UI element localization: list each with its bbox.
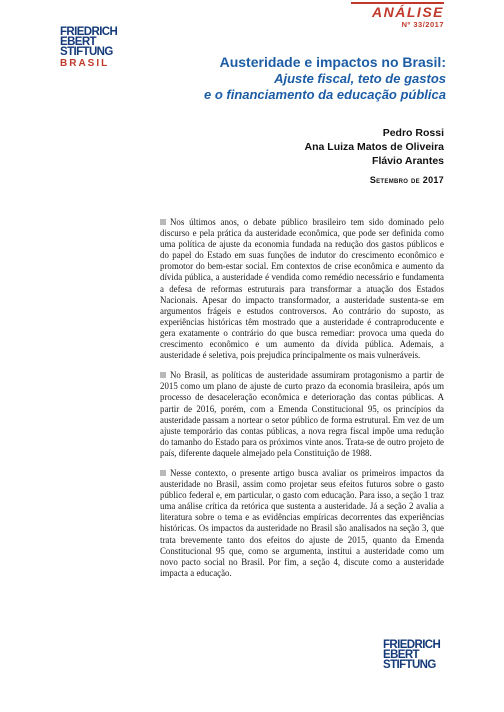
paragraph xyxy=(160,468,444,579)
subtitle-line: Ajuste fiscal, teto de gastos xyxy=(274,71,446,86)
logo-line: STIFTUNG xyxy=(383,659,436,671)
fes-logo-footer xyxy=(383,640,447,670)
series-label: ANÁLISE xyxy=(372,4,444,20)
paragraph xyxy=(160,370,444,459)
logo-line: EBERT xyxy=(383,649,419,661)
square-bullet-icon xyxy=(160,470,166,476)
paragraph-text: No Brasil, as políticas de austeridade assumiram protagonismo a partir de 2015 como um plano de ajuste de curto prazo da economia brasileira, após um processo de desaceleração econômica e deterioração das contas públicas. A partir de 2016, porém, com a Emenda Constitucional 95, os princípios da austeridade passam a nortear o setor público de forma estrutural. Em vez de um ajuste temporário das contas públicas, a nova regra fiscal impõe uma redução do tamanho do Estado para os próximos vinte anos. Trata-se de outro projeto de país, diferente daquele almejado pela Constituição de 1988. xyxy=(160,370,444,458)
title-main: Austeridade e impactos no Brasil: xyxy=(219,54,446,70)
logo-line: EBERT xyxy=(60,36,96,48)
paragraph-text: Nesse contexto, o presente artigo busca avaliar os primeiros impactos da austeridade no Brasil, assim como projetar seus efeitos futuros sobre o gasto público federal e, em particular, o gasto com educação. Para isso, a seção 1 traz uma análise crítica da retórica que sustenta a austeridade. Já a seção 2 avalia a literatura sobre o tema e as evidências empíricas decorrentes das experiências históricas. Os impactos da austeridade no Brasil são analisados na seção 3, que trata brevemente tanto dos efeitos do ajuste de 2015, quanto da Emenda Constitucional 95 que, como se argumenta, institui a austeridade como um novo pacto social no Brasil. Por fim, a seção 4, discute como a austeridade impacta a educação. xyxy=(160,467,444,578)
subtitle-line: e o financiamento da educação pública xyxy=(203,87,446,102)
abstract xyxy=(160,217,444,588)
author-list xyxy=(305,126,444,168)
logo-line: FRIEDRICH xyxy=(383,639,441,651)
square-bullet-icon xyxy=(160,372,166,378)
series-header xyxy=(372,4,444,30)
paragraph-text: Nos últimos anos, o debate público brasileiro tem sido dominado pelo discurso e pela prática da austeridade econômica, que pode ser definida como uma política de ajuste da economia fundada na redução dos gastos públicos e do papel do Estado em suas funções de indutor do crescimento econômico e promotor do bem-estar social. Em contextos de crise econômica e aumento da dívida pública, a austeridade é vendida como remédio necessário e fundamenta a defesa de reformas estruturais para transformar a atuação dos Estados Nacionais. Apesar do impacto transformador, a austeridade sustenta-se em argumentos frágeis e estudos controversos. Ao contrário do suposto, as experiências históricas têm mostrado que a austeridade é contraproducente e gera exatamente o contrário do que busca remediar: provoca uma queda do crescimento econômico e um aumento da dívida pública. Ademais, a austeridade é seletiva, pois prejudica principalmente os mais vulneráveis. xyxy=(160,217,444,361)
document-title xyxy=(204,54,446,103)
paragraph xyxy=(160,217,444,361)
fes-logo xyxy=(60,27,126,69)
logo-line: STIFTUNG xyxy=(60,46,113,58)
series-number: Nº 33/2017 xyxy=(401,20,444,29)
logo-country: BRASIL xyxy=(60,58,110,69)
logo-line: FRIEDRICH xyxy=(60,26,118,38)
author-name: Flávio Arantes xyxy=(372,155,444,167)
author-name: Pedro Rossi xyxy=(382,127,444,139)
square-bullet-icon xyxy=(160,219,166,225)
author-name: Ana Luiza Matos de Oliveira xyxy=(304,141,444,153)
publication-date: Setembro de 2017 xyxy=(369,175,444,185)
